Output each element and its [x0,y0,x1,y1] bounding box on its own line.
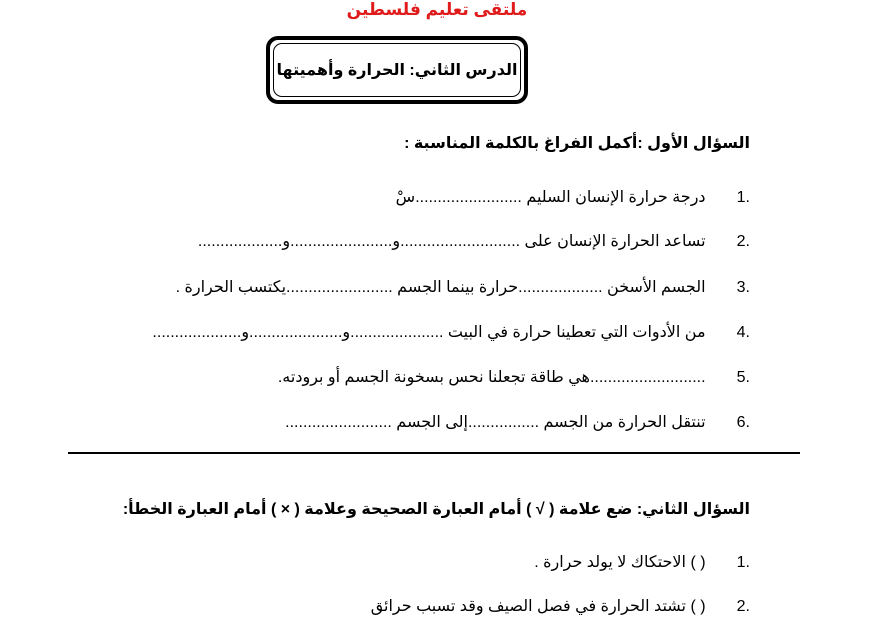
item-number: .4 [736,324,750,341]
item-text: درجة حرارة الإنسان السليم ........................سْ [395,189,706,206]
item-number: .1 [736,554,750,571]
question2-item-2 [371,597,750,617]
item-number: .2 [736,598,750,615]
item-text: ( ) الاحتكاك لا يولد حرارة . [534,554,706,571]
item-number: .2 [736,233,750,250]
lesson-title-inner-frame [273,43,521,97]
question1-item-2 [198,232,750,252]
question1-item-4 [152,323,750,343]
section-divider [68,452,800,454]
question1-heading: السؤال الأول :أكمل الفراغ بالكلمة المناسبة : [404,135,750,152]
item-text: من الأدوات التي تعطينا حرارة في البيت .....................و.....................و.................... [152,324,706,341]
question1-item-3 [176,278,750,298]
lesson-title-box [266,36,528,104]
item-number: .6 [736,414,750,431]
item-text: تنتقل الحرارة من الجسم ................إلى الجسم ........................ [285,414,706,431]
brand-title: ملتقى تعليم فلسطين [346,0,528,19]
question2-heading: السؤال الثاني: ضع علامة ( √ ) أمام العبارة الصحيحة وعلامة ( × ) أمام العبارة الخطأ: [122,501,750,518]
item-text: الجسم الأسخن ...................حرارة بينما الجسم ........................يكتسب الحرارة . [175,279,706,296]
lesson-title: الدرس الثاني: الحرارة وأهميتها [276,62,518,79]
question1-item-5 [278,368,750,388]
item-number: .5 [736,369,750,386]
question1-item-6 [285,413,750,433]
item-text: ( ) تشتد الحرارة في فصل الصيف وقد تسبب حرائق [370,598,706,615]
question1-item-1 [396,188,750,208]
item-number: .3 [736,279,750,296]
item-text: تساعد الحرارة الإنسان على ...........................و.......................و................... [197,233,706,250]
question2-item-1 [534,553,750,573]
item-number: .1 [736,189,750,206]
item-text: ..........................هي طاقة تجعلنا نحس بسخونة الجسم أو برودته. [277,369,706,386]
